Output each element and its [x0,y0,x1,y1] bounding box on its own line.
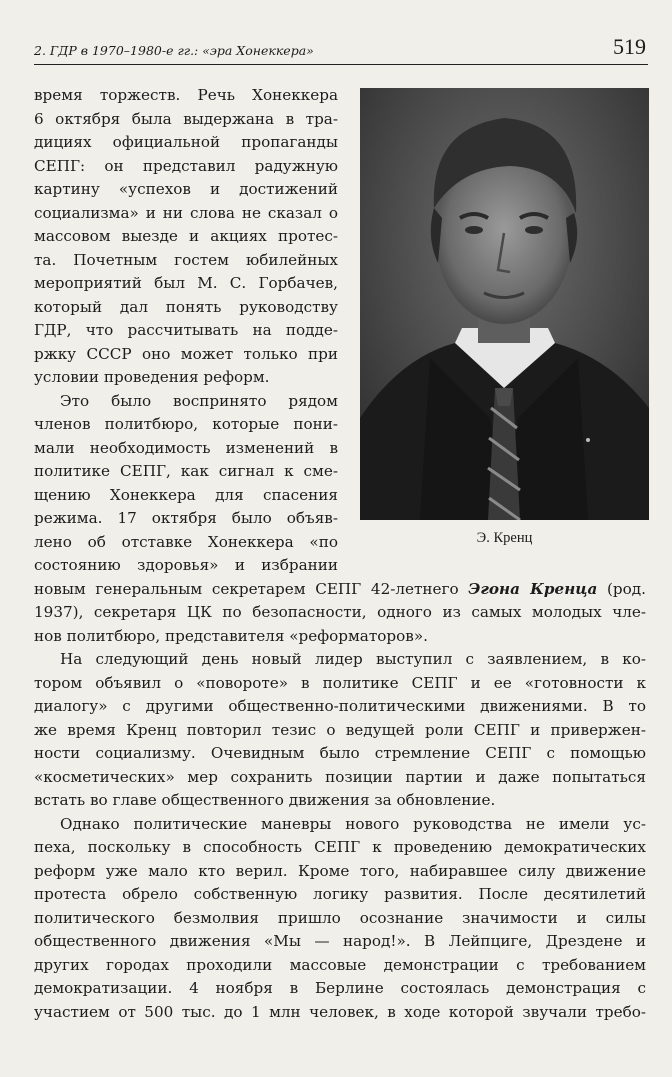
text-line: Однако политические маневры нового руководства не имели ус- [60,814,646,833]
text-line: состоянию здоровья» и избрании [34,556,338,574]
text-line: мероприятий был М. С. Горбачев, [34,274,338,292]
portrait-photo [360,88,649,520]
text-line: ржку СССР оно может только при [34,344,338,363]
text-line [34,578,646,602]
text-line: реформ уже мало кто верил. Кроме того, набиравшее силу движение [34,861,646,880]
text-line: На следующий день новый лидер выступил с заявлением, в ко- [60,650,646,668]
text-line: лено об отставке Хонеккера «по [34,532,338,551]
text-line: общественного движения «Мы — народ!». В Лейпциге, Дрездене и [34,932,646,950]
text-line: политического безмолвия пришло осознание значимости и силы [34,908,646,927]
text-line: 1937), секретаря ЦК по безопасности, одного из самых молодых чле- [34,603,646,621]
text-line: который дал понять руководству [34,297,338,316]
text-line: Это было воспринято рядом [60,391,338,410]
text-line: участием от 500 тыс. до 1 млн человек, в ходе которой звучали требо- [34,1002,646,1021]
text-line: СЕПГ: он представил радужную [34,156,338,175]
text-line: диалогу» с другими общественно-политическими движениями. В то [34,697,646,715]
text-line: ГДР, что рассчитывать на подде- [34,321,338,339]
text-line: политике СЕПГ, как сигнал к сме- [34,462,338,480]
text-line: демократизации. 4 ноября в Берлине состоялась демонстрация с [34,979,646,997]
text-line: социализма» и ни слова не сказал о [34,203,338,222]
text-fragment: (род. [597,579,646,598]
page-number: 519 [613,34,646,59]
text-line: 6 октября была выдержана в тра- [34,109,338,128]
page-header [34,30,648,65]
text-line: время торжеств. Речь Хонеккера [34,86,338,104]
portrait-figure [360,88,649,547]
emphasized-name: Эгона Кренца [468,579,598,598]
text-line: членов политбюро, которые пони- [34,415,338,433]
text-line: встать во главе общественного движения за обновление. [34,791,496,809]
text-line: та. Почетным гостем юбилейных [34,250,338,269]
text-line: режима. 17 октября было объяв- [34,509,338,527]
text-line: же время Кренц повторил тезис о ведущей роли СЕПГ и привержен- [34,720,646,739]
text-line: нов политбюро, представителя «реформаторов». [34,626,428,645]
text-line: протеста обрело собственную логику развития. После десятилетий [34,885,646,903]
text-line: тором объявил о «повороте» в политике СЕПГ и ее «готовности к [34,673,646,692]
text-line: щению Хонеккера для спасения [34,485,338,504]
text-line: ности социализму. Очевидным было стремление СЕПГ с помощью [34,744,646,762]
text-line: пеха, поскольку в способность СЕПГ к проведению демократических [34,838,646,856]
figure-caption: Э. Кренц [476,530,533,546]
text-line: дициях официальной пропаганды [34,133,338,151]
text-line: условии проведения реформ. [34,368,270,386]
text-line: других городах проходили массовые демонстрации с требованием [34,955,646,974]
text-fragment: новым генеральным секретарем СЕПГ 42-летнего [34,579,469,598]
running-head: 2. ГДР в 1970–1980-е гг.: «эра Хонеккера» [34,43,314,58]
text-line: массовом выезде и акциях протес- [34,227,338,245]
text-line: мали необходимость изменений в [34,438,338,457]
text-line: «косметических» мер сохранить позиции партии и даже попытаться [34,767,646,786]
text-line: картину «успехов и достижений [34,180,338,198]
